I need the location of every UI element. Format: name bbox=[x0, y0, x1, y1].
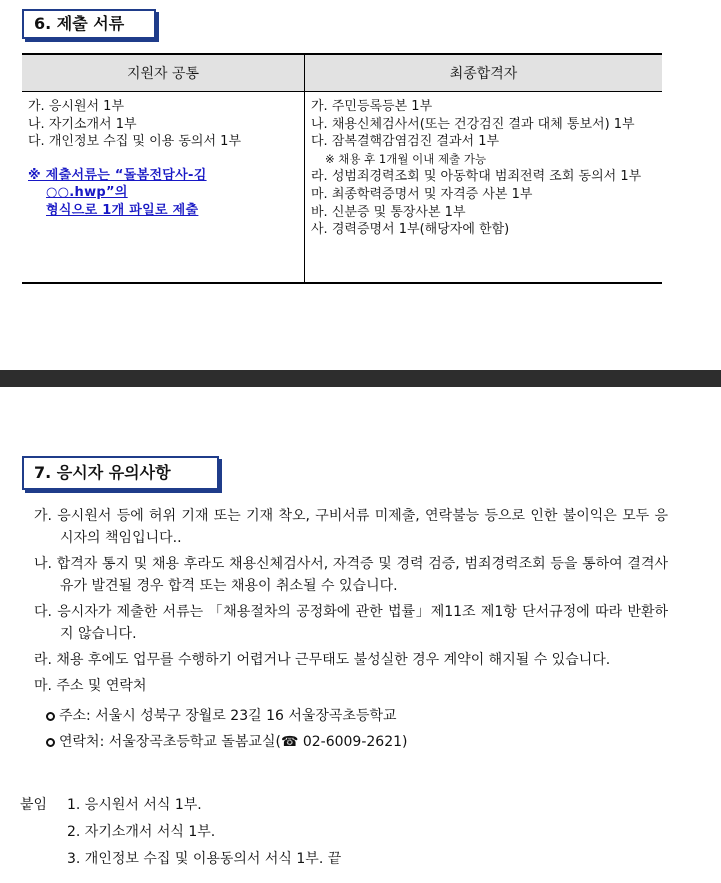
notice-item: 다. 응시자가 제출한 서류는 「채용절차의 공정화에 관한 법률」제11조 제1항 단서규정에 따라 반환하지 않습니다. bbox=[34, 604, 668, 642]
header-common: 지원자 공통 bbox=[22, 54, 305, 92]
common-item: 가. 응시원서 1부 bbox=[28, 99, 125, 114]
final-item-note: ※ 채용 후 1개월 이내 제출 가능 bbox=[325, 151, 487, 166]
contact-text: 연락처: 서울장곡초등학교 돌봄교실(☎ 02-6009-2621) bbox=[59, 734, 408, 750]
final-documents-cell bbox=[305, 92, 663, 284]
common-item: 다. 개인정보 수집 및 이용 동의서 1부 bbox=[28, 134, 242, 150]
final-item: 다. 잠복결핵감염검진 결과서 1부 bbox=[311, 134, 500, 150]
address-text: 주소: 서울시 성북구 장월로 23길 16 서울장곡초등학교 bbox=[59, 708, 397, 724]
circle-bullet-icon bbox=[46, 738, 55, 747]
final-item: 가. 주민등록등본 1부 bbox=[311, 99, 433, 114]
notice-item: 라. 채용 후에도 업무를 수행하기 어렵거나 근무태도 불성실한 경우 계약이 해지될 수 있습니다. bbox=[34, 652, 611, 668]
section-6-title: 6. 제출 서류 bbox=[22, 9, 156, 39]
notice-item: 마. 주소 및 연락처 bbox=[34, 678, 147, 694]
final-item: 마. 최종학력증명서 및 자격증 사본 1부 bbox=[311, 186, 533, 202]
final-item: 사. 경력증명서 1부(해당자에 한함) bbox=[311, 222, 510, 238]
final-item: 바. 신분증 및 통장사본 1부 bbox=[311, 204, 466, 220]
page-separator bbox=[0, 370, 721, 387]
attachments-label: 붙임 bbox=[20, 797, 48, 813]
attachment-item: 1. 응시원서 서식 1부. bbox=[67, 797, 202, 813]
notice-list bbox=[34, 505, 668, 753]
note-line: 형식으로 1개 파일로 제출 bbox=[46, 202, 199, 218]
note-line: ※ 제출서류는 “돌봄전담사-김 bbox=[28, 167, 207, 183]
attachment-item: 3. 개인정보 수집 및 이용동의서 서식 1부. 끝 bbox=[67, 851, 342, 867]
address-line bbox=[46, 705, 668, 727]
file-name-note bbox=[28, 167, 298, 220]
header-final: 최종합격자 bbox=[305, 54, 663, 92]
section-7-title: 7. 응시자 유의사항 bbox=[22, 456, 219, 490]
documents-table bbox=[22, 53, 662, 284]
note-line: ○○.hwp”의 bbox=[46, 185, 128, 201]
common-documents-cell bbox=[22, 92, 305, 284]
contact-line bbox=[46, 731, 668, 753]
notice-item: 가. 응시원서 등에 허위 기재 또는 기재 착오, 구비서류 미제출, 연락불능 등으로 인한 불이익은 모두 응시자의 책임입니다.. bbox=[34, 508, 668, 546]
circle-bullet-icon bbox=[46, 712, 55, 721]
attachment-item: 2. 자기소개서 서식 1부. bbox=[67, 824, 216, 840]
attachments bbox=[20, 792, 341, 873]
notice-item: 나. 합격자 통지 및 채용 후라도 채용신체검사서, 자격증 및 경력 검증, 범죄경력조회 등을 통하여 결격사유가 발견될 경우 합격 또는 채용이 취소될 수 있습니다. bbox=[34, 556, 668, 594]
common-item: 나. 자기소개서 1부 bbox=[28, 116, 137, 132]
final-item: 나. 채용신체검사서(또는 건강검진 결과 대체 통보서) 1부 bbox=[311, 116, 635, 132]
final-item: 라. 성범죄경력조회 및 아동학대 범죄전력 조회 동의서 1부 bbox=[311, 169, 642, 185]
